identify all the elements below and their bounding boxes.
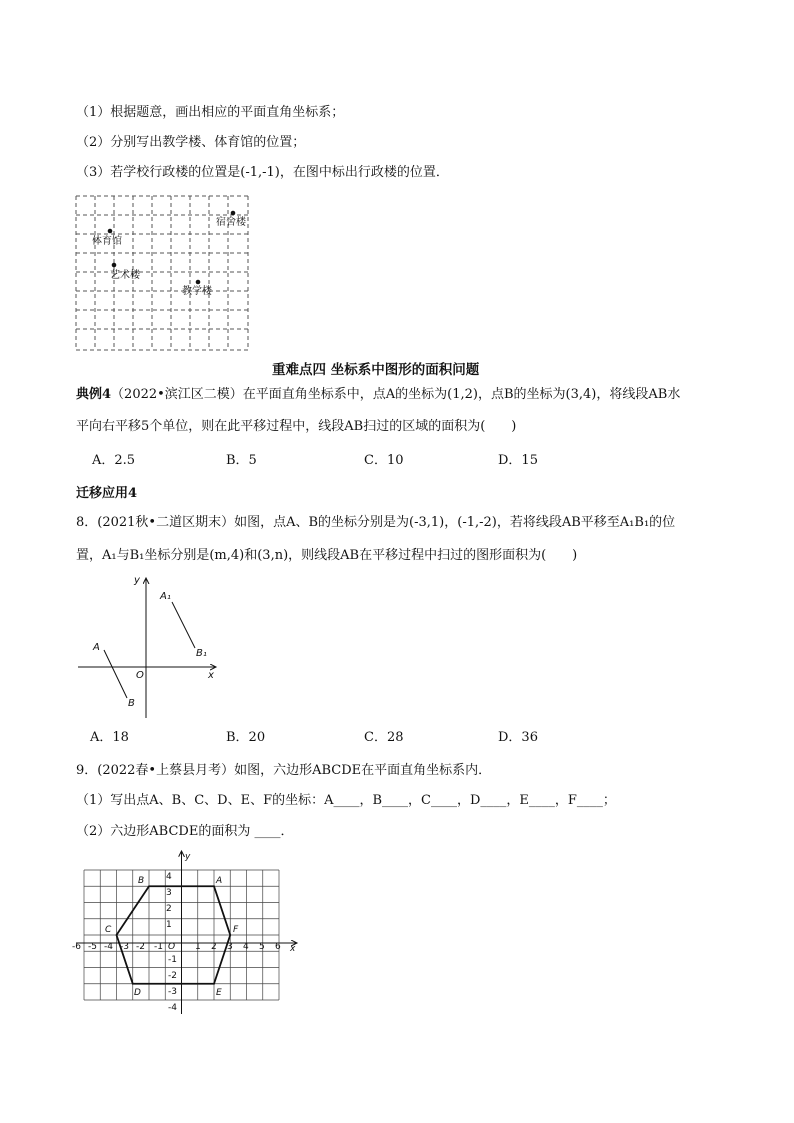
q8-segment-ab: [104, 650, 127, 698]
example4-choice-b: B．5: [226, 453, 257, 468]
q9-label-F: F: [233, 925, 239, 935]
q9-y-tick: 2: [166, 904, 172, 914]
example4-line2: 平向右平移5个单位，则在此平移过程中，线段AB扫过的区域的面积为( ): [76, 419, 517, 434]
q9-x-tick: -5: [88, 942, 97, 952]
q9-y-tick: 3: [166, 888, 172, 898]
q9-label-A: A: [216, 876, 223, 886]
q-prev-sub3: （3）若学校行政楼的位置是(-1,-1)，在图中标出行政楼的位置．: [76, 165, 449, 180]
q8-line1: 8．(2021秋•二道区期末）如图，点A、B的坐标分别是为(-3,1)，(-1,-2)，若将线段AB平移至A₁B₁的位: [76, 515, 676, 530]
example4-text1: （2022•滨江区二模）在平面直角坐标系中，点A的坐标为(1,2)，点B的坐标为(3,4)，将线段AB水: [111, 387, 681, 402]
q9-label-B: B: [138, 876, 145, 886]
campus-map-figure: [74, 194, 254, 356]
q8-origin-label: O: [136, 670, 144, 681]
q8-line2: 置，A₁与B₁坐标分别是(m,4)和(3,n)，则线段AB在平移过程中扫过的图形面积为( ): [76, 548, 578, 563]
q9-x-label: x: [290, 944, 296, 954]
q9-y-tick: 1: [166, 920, 172, 930]
q9-x-tick: -1: [154, 942, 163, 952]
q-prev-sub1: （1）根据题意，画出相应的平面直角坐标系；: [76, 105, 345, 120]
q8-choice-c: C．28: [364, 730, 404, 745]
q9-x-tick: -6: [72, 942, 81, 952]
dorm-label: 宿舍楼: [216, 217, 246, 228]
q8-label-b1: B₁: [196, 648, 207, 659]
q9-y-label: y: [185, 852, 191, 862]
q9-x-tick: -2: [136, 942, 145, 952]
q9-x-tick: 6: [275, 942, 281, 952]
q9-label-C: C: [105, 925, 112, 935]
dorm-point: [231, 211, 236, 216]
q8-choice-d: D．36: [498, 730, 538, 745]
q9-line1: 9．(2022春•上蔡县月考）如图，六边形ABCDE在平面直角坐标系内．: [76, 763, 492, 778]
q9-y-tick: -1: [168, 955, 177, 965]
q8-figure: [74, 572, 224, 720]
q9-x-tick: -4: [104, 942, 113, 952]
teach-point: [196, 280, 201, 285]
q-prev-sub2: （2）分别写出教学楼、体育馆的位置；: [76, 135, 306, 150]
art-label: 艺术楼: [110, 270, 140, 281]
q9-y-tick: 4: [166, 872, 172, 882]
q9-x-tick: 3: [227, 942, 233, 952]
q8-label-b: B: [128, 698, 135, 709]
example4-choice-c: C．10: [364, 453, 404, 468]
gym-point: [108, 229, 113, 234]
example4-choice-a: A．2.5: [92, 453, 136, 468]
q8-y-label: y: [134, 575, 140, 586]
example4-label: 典例4: [76, 387, 112, 402]
q8-label-a1: A₁: [160, 591, 171, 602]
q8-x-label: x: [208, 670, 214, 681]
q9-x-tick: -3: [120, 942, 129, 952]
section-title: 重难点四 坐标系中图形的面积问题: [272, 362, 480, 378]
q9-y-tick: -4: [168, 1003, 177, 1013]
q9-x-tick: 5: [259, 942, 265, 952]
q9-x-tick: 4: [243, 942, 249, 952]
transfer4-label: 迁移应用4: [76, 486, 138, 501]
art-point: [112, 263, 117, 268]
q9-label-E: E: [216, 988, 222, 998]
q8-label-a: A: [93, 642, 100, 653]
q9-x-tick: 2: [211, 942, 217, 952]
q8-choice-a: A．18: [90, 730, 129, 745]
example4-choice-d: D．15: [498, 453, 538, 468]
q9-origin-label: O: [168, 942, 176, 952]
q9-hexagon-figure: [70, 848, 304, 1016]
q9-label-D: D: [134, 988, 141, 998]
q9-y-tick: -3: [168, 987, 177, 997]
example4-line1: [76, 386, 680, 404]
gym-label: 体育馆: [92, 236, 122, 247]
q8-choice-b: B．20: [226, 730, 266, 745]
q9-line2: （1）写出点A、B、C、D、E、F的坐标：A____，B____，C____，D____，E____，F____；: [76, 793, 616, 808]
q9-x-tick: 1: [195, 942, 201, 952]
q9-y-tick: -2: [168, 971, 177, 981]
teach-label: 教学楼: [182, 286, 212, 297]
q9-line3: （2）六边形ABCDE的面积为 ____．: [76, 824, 294, 839]
q8-segment-a1b1: [172, 602, 195, 648]
